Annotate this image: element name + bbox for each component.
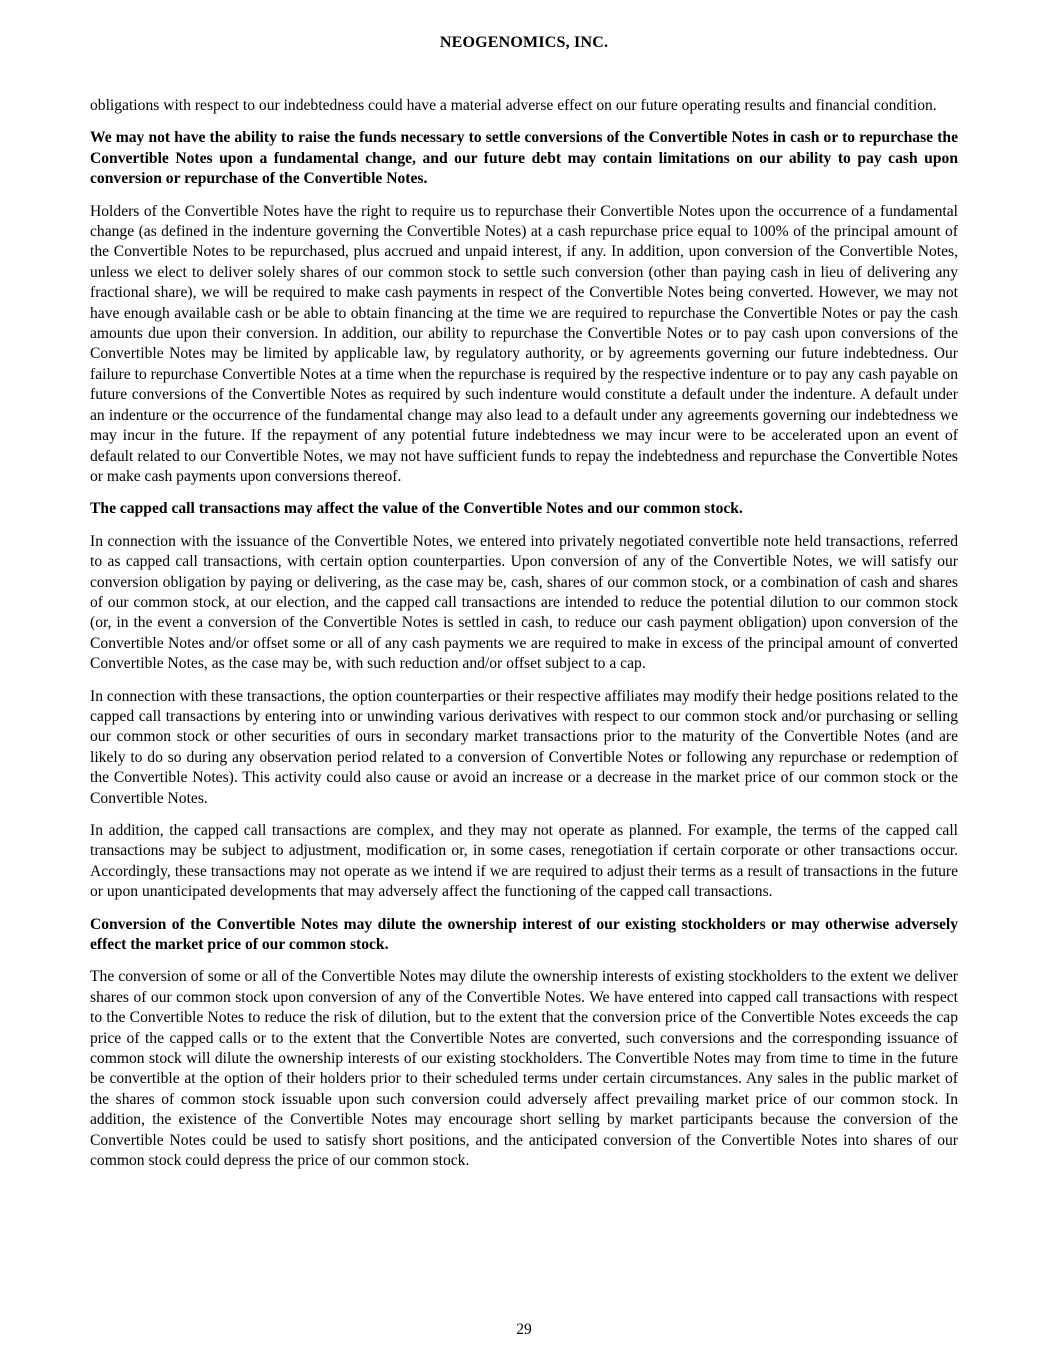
paragraph-indebtedness-continuation: obligations with respect to our indebtedness could have a material adverse effect on our future operating results and financial condition. [90,97,937,114]
company-name-header: NEOGENOMICS, INC. [439,34,609,51]
paragraph-hedge-positions: In connection with these transactions, the option counterparties or their respective affiliates may modify their hedge positions related to the capped call transactions by entering into or unwinding various derivatives with respect to our common stock and/or purchasing or selling our common stock or other securities of ours in secondary market transactions prior to the maturity of the Convertible Notes (and are likely to do so during any observation period related to a conversion of Convertible Notes or following any repurchase or redemption of the Convertible Notes). This activity could also cause or avoid an increase or a decrease in the market price of our common stock or the Convertible Notes. [90,687,958,807]
risk-heading-conversion-dilution: Conversion of the Convertible Notes may dilute the ownership interest of our existing stockholders or may otherwise adversely effect the market price of our common stock. [90,915,958,954]
paragraph-conversion-dilution: The conversion of some or all of the Convertible Notes may dilute the ownership interests of existing stockholders to the extent we deliver shares of our common stock upon conversion of any of the Convertible Notes. We have entered into capped call transactions with respect to the Convertible Notes to reduce the risk of dilution, but to the extent that the conversion price of the Convertible Notes exceeds the cap price of the capped calls or to the extent that the Convertible Notes are converted, such conversions and the corresponding issuance of common stock will dilute the ownership interests of our existing stockholders. The Convertible Notes may from time to time in the future be convertible at the option of their holders prior to their scheduled terms under certain circumstances. Any sales in the public market of the shares of common stock issuable upon such conversion could adversely affect prevailing market price of our common stock. In addition, the existence of the Convertible Notes may encourage short selling by market participants because the conversion of the Convertible Notes could be used to satisfy short positions, and the anticipated conversion of the Convertible Notes into shares of our common stock could depress the price of our common stock. [90,968,958,1170]
paragraph-capped-call-issuance: In connection with the issuance of the Convertible Notes, we entered into privately negotiated convertible note held transactions, referred to as capped call transactions, with certain option counterparties. Upon conversion of any of the Convertible Notes, we will satisfy our conversion obligation by paying or delivering, as the case may be, cash, shares of our common stock, or a combination of cash and shares of our common stock, at our election, and the capped call transactions are intended to reduce the potential dilution to our common stock (or, in the event a conversion of the Convertible Notes is settled in cash, to reduce our cash payment obligation) upon conversion of the Convertible Notes and/or offset some or all of any cash payments we are required to make in excess of the principal amount of converted Convertible Notes, as the case may be, with such reduction and/or offset subject to a cap. [90,532,958,673]
risk-heading-settle-conversions: We may not have the ability to raise the funds necessary to settle conversions of the Convertible Notes in cash or to repurchase the Convertible Notes upon a fundamental change, and our future debt may contain limitations on our ability to pay cash upon conversion or repurchase of the Convertible Notes. [90,129,958,188]
page-number: 29 [516,1321,532,1338]
risk-heading-capped-call-value: The capped call transactions may affect the value of the Convertible Notes and our common stock. [90,500,743,518]
paragraph-capped-call-complexity: In addition, the capped call transactions are complex, and they may not operate as planned. For example, the terms of the capped call transactions may be subject to adjustment, modification or, in some cases, renegotiation if certain corporate or other transactions occur. Accordingly, these transactions may not operate as we intend if we are required to adjust their terms as a result of transactions in the future or upon unanticipated developments that may adversely affect the functioning of the capped call transactions. [90,822,958,901]
paragraph-holders-repurchase-rights: Holders of the Convertible Notes have the right to require us to repurchase their Convertible Notes upon the occurrence of a fundamental change (as defined in the indenture governing the Convertible Notes) at a cash repurchase price equal to 100% of the principal amount of the Convertible Notes to be repurchased, plus accrued and unpaid interest, if any. In addition, upon conversion of the Convertible Notes, unless we elect to deliver solely shares of our common stock to settle such conversion (other than paying cash in lieu of delivering any fractional share), we will be required to make cash payments in respect of the Convertible Notes being converted. However, we may not have enough available cash or be able to obtain financing at the time we are required to repurchase the Convertible Notes or pay the cash amounts due upon their conversion. In addition, our ability to repurchase the Convertible Notes or to pay cash upon conversions of the Convertible Notes may be limited by applicable law, by regulatory authority, or by agreements governing our future indebtedness. Our failure to repurchase Convertible Notes at a time when the repurchase is required by the respective indenture or to pay any cash payable on future conversions of the Convertible Notes as required by such indenture would constitute a default under the indenture. A default under an indenture or the occurrence of the fundamental change may also lead to a default under any agreements governing our indebtedness we may incur in the future. If the repayment of any potential future indebtedness we may incur were to be accelerated upon an event of default related to our Convertible Notes, we may not have sufficient funds to repay the indebtedness and repurchase the Convertible Notes or make cash payments upon conversions thereof. [90,202,958,485]
